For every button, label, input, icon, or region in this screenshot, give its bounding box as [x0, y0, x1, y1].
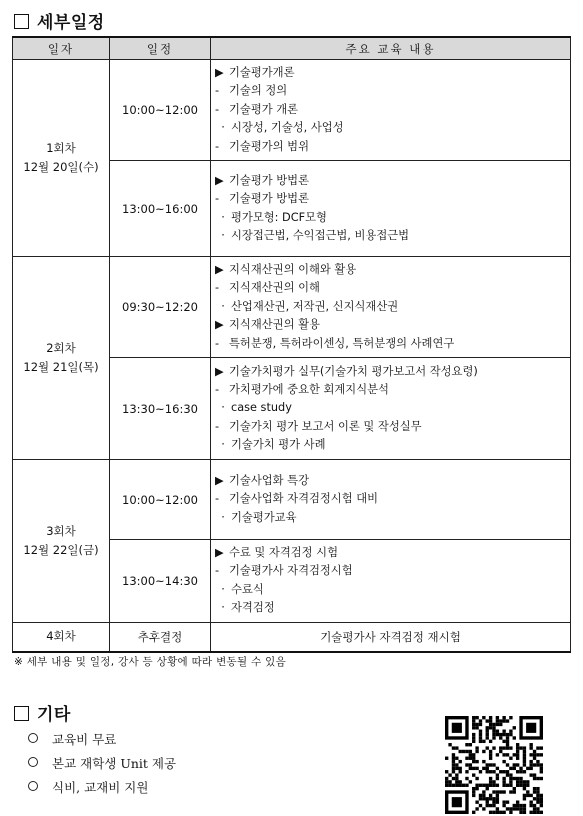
- session-round: 3회차: [46, 523, 76, 538]
- bullet-mark: -: [215, 84, 220, 98]
- content-text: 기술가치 평가 보고서 이론 및 작성실무: [229, 419, 422, 433]
- triangle-bullet-icon: ▶: [215, 473, 224, 487]
- etc-item-text: 본교 재학생 Unit 제공: [52, 756, 177, 771]
- content-line: [215, 472, 570, 490]
- schedule-table: [12, 36, 571, 653]
- content-line: [215, 101, 570, 119]
- circle-bullet-icon: [28, 781, 38, 791]
- content-line: [215, 509, 570, 527]
- slot-time: 13:00~14:30: [110, 540, 211, 623]
- content-text: 시장성, 기술성, 사업성: [231, 121, 344, 135]
- slot-content: [211, 257, 571, 358]
- content-text: 기술평가 방법론: [229, 173, 309, 187]
- slot-content: [211, 540, 571, 623]
- slot-time: 13:30~16:30: [110, 358, 211, 460]
- content-line: [215, 490, 570, 508]
- content-line: [215, 172, 570, 190]
- bullet-mark: ·: [221, 210, 225, 224]
- bullet-mark: -: [215, 192, 220, 206]
- content-line: [215, 138, 570, 156]
- final-schedule: 추후결정: [110, 622, 211, 652]
- bullet-mark: ·: [221, 510, 225, 524]
- content-line: [215, 363, 570, 381]
- etc-item-text: 식비, 교재비 지원: [52, 780, 149, 795]
- slot-content: [211, 358, 571, 460]
- triangle-bullet-icon: ▶: [215, 66, 224, 79]
- content-line: [215, 298, 570, 316]
- final-round: 4회차: [13, 622, 110, 652]
- content-line: [215, 64, 570, 82]
- triangle-bullet-icon: ▶: [215, 263, 224, 277]
- content-line: [215, 436, 570, 454]
- content-text: 기술사업화 자격검정시험 대비: [229, 492, 379, 506]
- content-line: [215, 544, 570, 562]
- session-day-cell: [13, 460, 110, 623]
- circle-bullet-icon: [28, 733, 38, 743]
- bullet-mark: ·: [221, 601, 225, 615]
- session-day-cell: [13, 257, 110, 460]
- content-text: 수료식: [231, 582, 264, 596]
- bullet-mark: -: [215, 139, 220, 153]
- content-text: 가치평가에 중요한 회계지식분석: [229, 382, 389, 396]
- content-text: 기술의 정의: [229, 84, 288, 98]
- bullet-mark: -: [215, 336, 220, 350]
- content-text: 기술사업화 특강: [229, 473, 309, 487]
- content-text: 기술평가 방법론: [229, 192, 309, 206]
- header-date: 일자: [13, 37, 110, 60]
- content-line: [215, 335, 570, 353]
- content-text: case study: [231, 401, 292, 415]
- bullet-mark: -: [215, 419, 220, 433]
- bullet-mark: ·: [221, 121, 225, 135]
- content-line: [215, 316, 570, 334]
- checkbox-square-icon: [14, 706, 29, 721]
- bullet-mark: ·: [221, 582, 225, 596]
- content-line: [215, 562, 570, 580]
- content-text: 기술평가 개론: [229, 102, 299, 116]
- table-row: [13, 257, 571, 358]
- content-line: [215, 381, 570, 399]
- slot-content: [211, 460, 571, 540]
- content-line: [215, 261, 570, 279]
- schedule-section-title: 세부일정: [14, 8, 105, 33]
- content-text: 기술평가개론: [229, 66, 295, 79]
- session-round: 1회차: [46, 141, 76, 156]
- content-line: [215, 119, 570, 137]
- slot-time: 10:00~12:00: [110, 460, 211, 540]
- content-text: 자격검정: [231, 601, 275, 615]
- slot-time: 09:30~12:20: [110, 257, 211, 358]
- slot-content: [211, 161, 571, 257]
- content-text: 지식재산권의 이해와 활용: [229, 263, 357, 277]
- content-text: 기술가치평가 실무(기술가치 평가보고서 작성요령): [229, 364, 478, 378]
- content-line: [215, 82, 570, 100]
- content-line: [215, 209, 570, 227]
- etc-section-title: 기타: [14, 700, 71, 725]
- circle-bullet-icon: [28, 757, 38, 767]
- content-line: [215, 399, 570, 417]
- content-line: [215, 418, 570, 436]
- session-date: 12월 20일(수): [23, 160, 99, 175]
- content-text: 특허분쟁, 특허라이센싱, 특허분쟁의 사례연구: [229, 336, 455, 350]
- triangle-bullet-icon: ▶: [215, 318, 224, 332]
- bullet-mark: ·: [221, 401, 225, 415]
- triangle-bullet-icon: ▶: [215, 173, 224, 187]
- etc-list: [28, 728, 176, 800]
- session-date: 12월 22일(금): [23, 542, 99, 557]
- bullet-mark: -: [215, 281, 220, 295]
- bullet-mark: -: [215, 492, 220, 506]
- header-schedule: 일정: [110, 37, 211, 60]
- content-text: 기술평가사 자격검정시험: [229, 564, 353, 578]
- content-text: 기술평가교육: [231, 510, 297, 524]
- slot-time: 10:00~12:00: [110, 60, 211, 161]
- session-day-cell: [13, 60, 110, 257]
- table-header-row: [13, 37, 571, 60]
- content-text: 수료 및 자격검정 시험: [229, 546, 338, 560]
- header-content: 주요 교육 내용: [211, 37, 571, 60]
- content-line: [215, 581, 570, 599]
- slot-content: [211, 60, 571, 161]
- triangle-bullet-icon: ▶: [215, 546, 224, 560]
- bullet-mark: ·: [221, 299, 225, 313]
- bullet-mark: ·: [221, 228, 225, 242]
- content-text: 시장접근법, 수익접근법, 비용접근법: [231, 228, 410, 242]
- content-line: [215, 190, 570, 208]
- content-line: [215, 599, 570, 617]
- content-text: 평가모형: DCF모형: [231, 210, 327, 224]
- table-row: [13, 622, 571, 652]
- content-text: 기술평가의 범위: [229, 139, 309, 153]
- session-date: 12월 21일(목): [23, 360, 99, 375]
- bullet-mark: -: [215, 382, 220, 396]
- schedule-note: ※ 세부 내용 및 일정, 강사 등 상황에 따라 변동될 수 있음: [14, 656, 287, 668]
- etc-item: [28, 728, 176, 752]
- etc-item-text: 교육비 무료: [52, 732, 117, 747]
- table-row: [13, 460, 571, 540]
- etc-item: [28, 776, 176, 800]
- table-row: [13, 60, 571, 161]
- bullet-mark: ·: [221, 438, 225, 452]
- content-line: [215, 279, 570, 297]
- bullet-mark: -: [215, 564, 220, 578]
- slot-time: 13:00~16:00: [110, 161, 211, 257]
- content-text: 기술가치 평가 사례: [231, 438, 326, 452]
- etc-item: [28, 752, 176, 776]
- triangle-bullet-icon: ▶: [215, 364, 224, 378]
- content-text: 산업재산권, 저작권, 신지식재산권: [231, 299, 399, 313]
- qr-code-icon[interactable]: [445, 716, 543, 814]
- final-content: 기술평가사 자격검정 재시험: [211, 622, 571, 652]
- content-text: 지식재산권의 활용: [229, 318, 320, 332]
- session-round: 2회차: [46, 341, 76, 356]
- bullet-mark: -: [215, 102, 220, 116]
- content-line: [215, 227, 570, 245]
- content-text: 지식재산권의 이해: [229, 281, 320, 295]
- checkbox-square-icon: [14, 14, 29, 29]
